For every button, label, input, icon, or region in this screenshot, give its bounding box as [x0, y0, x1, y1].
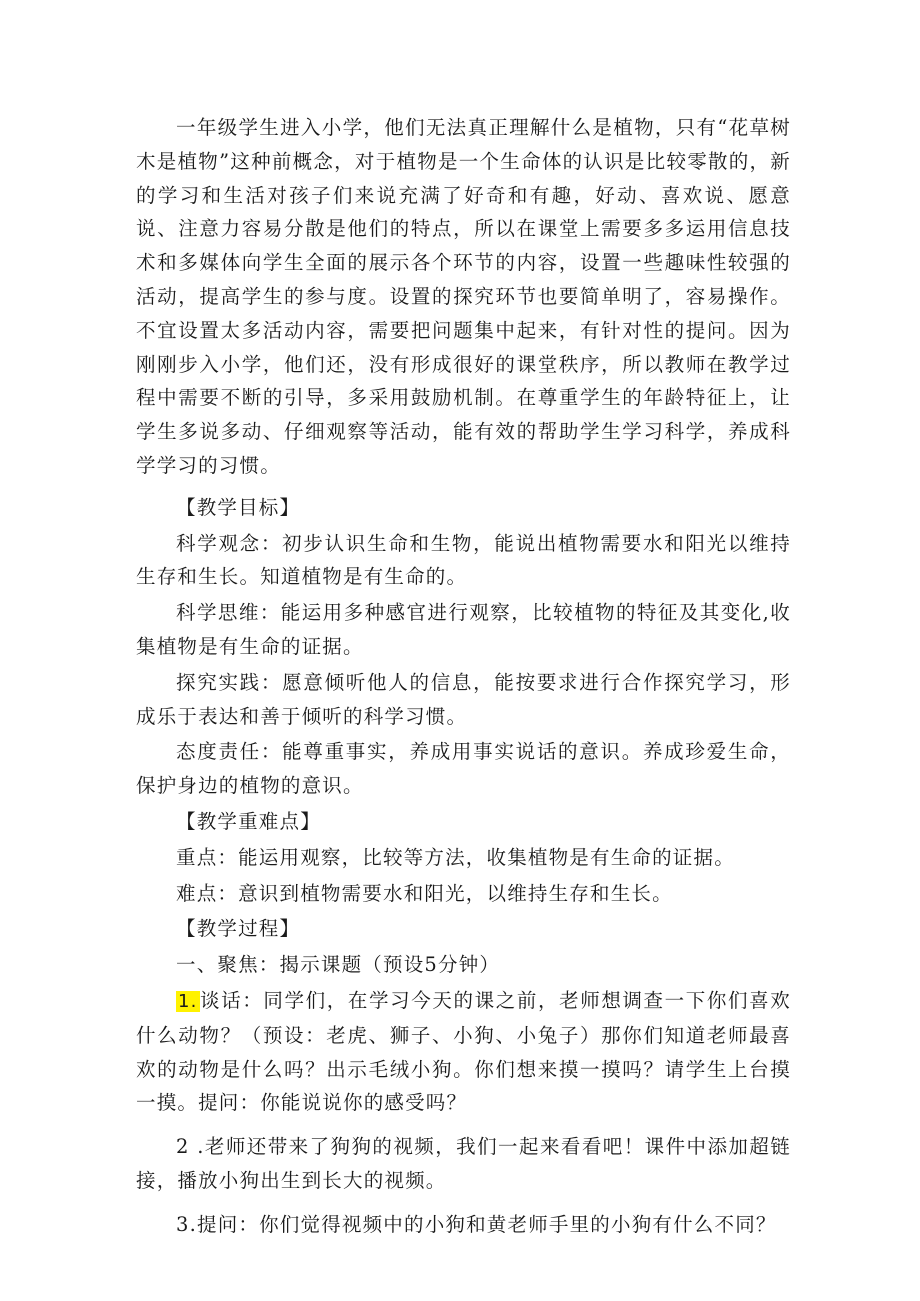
key-point: 重点：能运用观察，比较等方法，收集植物是有生命的证据。	[176, 845, 735, 869]
step-2-paragraph: 2 .老师还带来了狗狗的视频，我们一起来看看吧！课件中添加超链接，播放小狗出生到长大的视频。	[136, 1135, 791, 1192]
goal-practice: 探究实践：愿意倾听他人的信息，能按要求进行合作探究学习，形成乐于表达和善于倾听的科学习惯。	[136, 670, 791, 728]
step-3-paragraph: 3.提问：你们觉得视频中的小狗和黄老师手里的小狗有什么不同？	[176, 1212, 777, 1236]
intro-paragraph: 一年级学生进入小学，他们无法真正理解什么是植物，只有“花草树木是植物”这种前概念，对于植物是一个生命体的认识是比较零散的，新的学习和生活对孩子们来说充满了好奇和有趣，好动、喜欢说、愿意说、注意力容易分散是他们的特点，所以在课堂上需要多多运用信息技术和多媒体向学生全面的展示各个环节的内容，设置一些趣味性较强的活动，提高学生的参与度。设置的探究环节也要简单明了，容易操作。不宜设置太多活动内容，需要把问题集中起来，有针对性的提问。因为刚刚步入小学，他们还，没有形成很好的课堂秩序，所以教师在教学过程中需要不断的引导，多采用鼓励机制。在尊重学生的年龄特征上，让学生多说多动、仔细观察等活动，能有效的帮助学生学习科学，养成科学学习的习惯。	[136, 116, 791, 477]
goals-heading: 【教学目标】	[176, 495, 301, 519]
section-one-heading: 一、聚焦：揭示课题（预设5分钟）	[176, 953, 501, 977]
key-difficulty-heading: 【教学重难点】	[176, 809, 321, 833]
step-1-text: 谈话：同学们，在学习今天的课之前，老师想调查一下你们喜欢什么动物？（预设：老虎、狮子、小狗、小兔子）那你们知道老师最喜欢的动物是什么吗？出示毛绒小狗。你们想来摸一摸吗？请学生上台摸一摸。提问：你能说说你的感受吗？	[136, 988, 791, 1115]
goal-attitude: 态度责任：能尊重事实，养成用事实说话的意识。养成珍爱生命，保护身边的植物的意识。	[136, 740, 791, 798]
document-body	[136, 111, 791, 1242]
difficult-point: 难点：意识到植物需要水和阳光，以维持生存和生长。	[176, 881, 673, 905]
goal-thinking: 科学思维：能运用多种感官进行观察，比较植物的特征及其变化,收集植物是有生命的证据。	[136, 601, 791, 658]
process-heading: 【教学过程】	[176, 917, 301, 941]
highlighted-step-number: 1.	[178, 990, 198, 1012]
step-1-paragraph	[136, 984, 791, 1120]
goal-concept: 科学观念：初步认识生命和生物，能说出植物需要水和阳光以维持生存和生长。知道植物是有生命的。	[136, 531, 791, 589]
